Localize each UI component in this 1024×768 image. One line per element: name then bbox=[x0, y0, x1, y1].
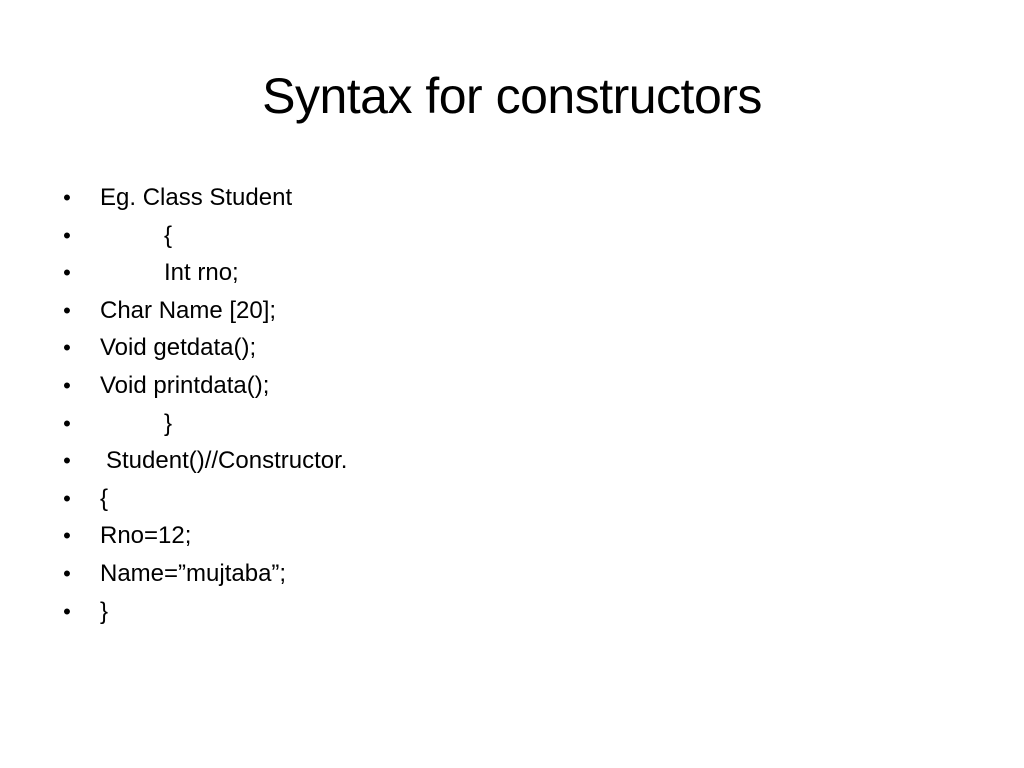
bullet-item bbox=[0, 367, 270, 405]
bullet-item bbox=[0, 480, 109, 518]
bullet-icon: • bbox=[63, 598, 71, 624]
bullet-text: } bbox=[164, 409, 173, 437]
bullet-icon: • bbox=[63, 523, 71, 549]
bullet-item bbox=[0, 517, 192, 555]
bullet-icon: • bbox=[63, 485, 71, 511]
bullet-icon: • bbox=[63, 335, 71, 361]
bullet-text: } bbox=[100, 597, 109, 625]
bullet-text: Char Name [20]; bbox=[100, 296, 277, 324]
bullet-item bbox=[0, 329, 257, 367]
bullet-icon: • bbox=[63, 372, 71, 398]
bullet-item bbox=[0, 292, 277, 330]
bullet-item bbox=[0, 254, 239, 292]
bullet-text: { bbox=[100, 484, 109, 512]
bullet-item bbox=[0, 217, 173, 255]
bullet-icon: • bbox=[63, 260, 71, 286]
bullet-text: Void printdata(); bbox=[100, 371, 270, 399]
bullet-text: Name=”mujtaba”; bbox=[100, 559, 287, 587]
bullet-icon: • bbox=[63, 185, 71, 210]
slide-title: Syntax for constructors bbox=[262, 68, 762, 124]
bullet-item bbox=[0, 555, 287, 593]
bullet-icon: • bbox=[63, 222, 71, 248]
bullet-icon: • bbox=[63, 410, 71, 436]
bullet-icon: • bbox=[63, 448, 71, 474]
bullet-text: Rno=12; bbox=[100, 522, 192, 550]
bullet-item bbox=[0, 442, 348, 480]
bullet-icon: • bbox=[63, 297, 71, 323]
bullet-text: Void getdata(); bbox=[100, 334, 257, 362]
bullet-list bbox=[0, 179, 348, 630]
bullet-item bbox=[0, 405, 173, 443]
bullet-text: Int rno; bbox=[164, 259, 239, 287]
bullet-item bbox=[0, 593, 109, 631]
bullet-icon: • bbox=[63, 560, 71, 586]
bullet-text: { bbox=[164, 221, 173, 249]
bullet-text: Student()//Constructor. bbox=[106, 447, 348, 475]
bullet-text: Eg. Class Student bbox=[100, 184, 293, 211]
bullet-item bbox=[0, 179, 293, 217]
